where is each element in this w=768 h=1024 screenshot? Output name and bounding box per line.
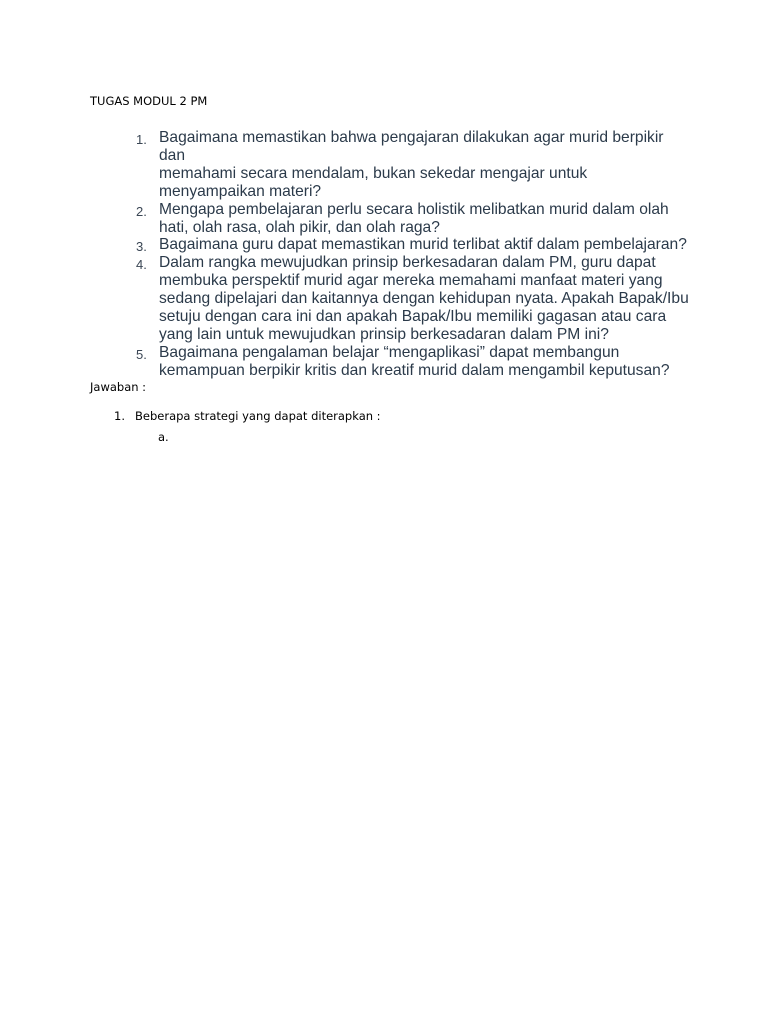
answer-item	[114, 409, 381, 423]
question-number: 4.	[136, 257, 147, 273]
question-line: Bagaimana pengalaman belajar “mengaplikasi” dapat membangun	[159, 343, 620, 361]
question-line: sedang dipelajari dan kaitannya dengan kehidupan nyata. Apakah Bapak/Ibu	[159, 290, 689, 308]
question-item	[0, 129, 768, 201]
question-text	[159, 236, 689, 254]
question-text	[159, 129, 689, 201]
sub-item-label: a.	[158, 430, 169, 444]
question-item	[0, 236, 768, 254]
question-line: Bagaimana guru dapat memastikan murid terlibat aktif dalam pembelajaran?	[159, 236, 687, 254]
question-text	[159, 254, 689, 344]
answer-sub-item	[158, 430, 169, 444]
question-item	[0, 344, 768, 380]
question-item	[0, 254, 768, 344]
answer-number: 1.	[114, 409, 125, 423]
question-line: membuka perspektif murid agar mereka memahami manfaat materi yang	[159, 272, 663, 290]
question-number: 1.	[136, 132, 147, 147]
question-line: kemampuan berpikir kritis dan kreatif murid dalam mengambil keputusan?	[159, 361, 670, 379]
answers-heading: Jawaban :	[90, 380, 147, 394]
question-text	[159, 201, 689, 237]
question-number: 2.	[136, 203, 147, 219]
question-line: hati, olah rasa, olah pikir, dan olah raga?	[159, 218, 440, 236]
question-item	[0, 201, 768, 237]
question-line: setuju dengan cara ini dan apakah Bapak/Ibu memiliki gagasan atau cara	[159, 308, 667, 326]
question-line: Mengapa pembelajaran perlu secara holistik melibatkan murid dalam olah	[159, 200, 669, 218]
question-list	[0, 129, 768, 380]
question-number: 3.	[136, 239, 147, 255]
question-line: Bagaimana memastikan bahwa pengajaran dilakukan agar murid berpikir dan	[159, 129, 664, 164]
question-number: 5.	[136, 346, 147, 362]
document-title: TUGAS MODUL 2 PM	[90, 94, 208, 108]
question-line: Dalam rangka mewujudkan prinsip berkesadaran dalam PM, guru dapat	[159, 254, 656, 272]
question-text	[159, 344, 689, 380]
question-line: menyampaikan materi?	[159, 182, 322, 200]
answer-text: Beberapa strategi yang dapat diterapkan :	[135, 409, 381, 423]
question-line: memahami secara mendalam, bukan sekedar mengajar untuk	[159, 164, 588, 182]
question-line: yang lain untuk mewujudkan prinsip berkesadaran dalam PM ini?	[159, 325, 609, 343]
